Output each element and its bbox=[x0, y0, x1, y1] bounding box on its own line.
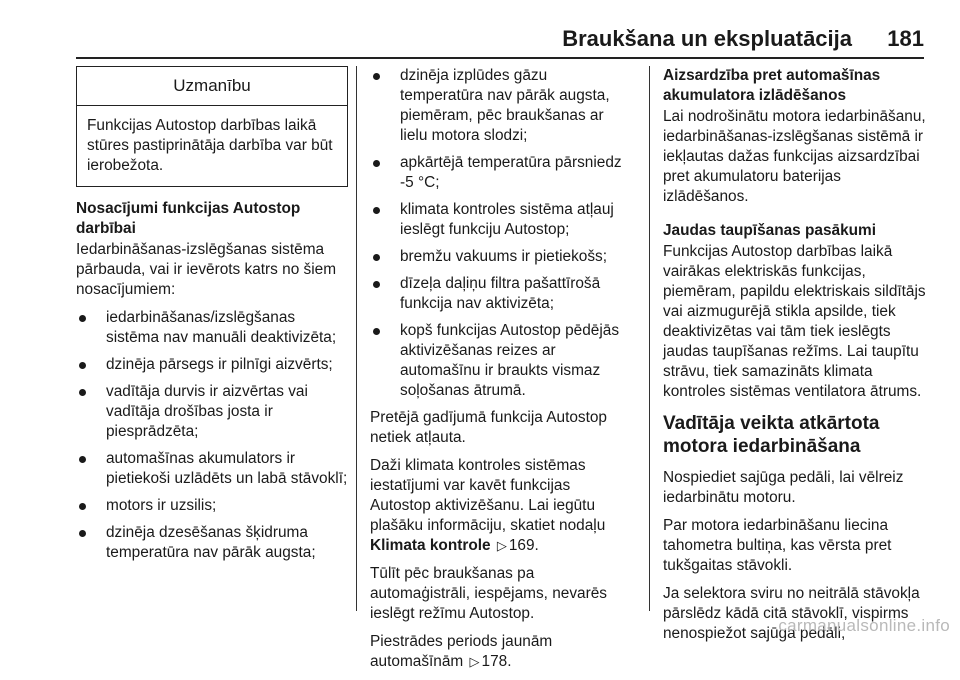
paragraph: Ja selektora sviru no neitrālā stāvokļa pārslēdz kādā citā stāvoklī, vispirms nenospiežot sajūga pedāli, bbox=[663, 585, 920, 642]
caution-text: Funkcijas Autostop darbības laikā stūres pastiprinātāja darbība var būt ierobežota. bbox=[87, 117, 333, 174]
page-reference[interactable]: 178. bbox=[481, 653, 512, 670]
list-item: automašīnas akumulators ir pietiekoši uzlādēts un labā stāvoklī; bbox=[76, 449, 348, 489]
list-item: dzinēja dzesēšanas šķidruma temperatūra nav pārāk augsta; bbox=[76, 523, 348, 563]
column-3 bbox=[663, 66, 929, 652]
section-heading: Aizsardzība pret automašīnas akumulatora izlādēšanos bbox=[663, 67, 881, 104]
page-number: 181 bbox=[887, 26, 924, 51]
paragraph-text: Piestrādes periods jaunām automašīnām bbox=[370, 633, 553, 670]
condition-list-continued bbox=[370, 66, 632, 401]
list-item: motors ir uzsilis; bbox=[76, 496, 348, 516]
header-rule bbox=[76, 57, 924, 59]
list-item: vadītāja durvis ir aizvērtas vai vadītāja drošības josta ir piesprādzēta; bbox=[76, 382, 348, 442]
column-2 bbox=[370, 66, 632, 680]
condition-list bbox=[76, 308, 348, 563]
caution-box bbox=[76, 66, 348, 187]
paragraph: Iedarbināšanas-izslēgšanas sistēma pārbauda, vai ir ievērots katrs no šiem nosacījumiem: bbox=[76, 241, 337, 298]
list-item: kopš funkcijas Autostop pēdējās aktivizēšanas reizes ar automašīnu ir braukts vismaz soļošanas ātrumā. bbox=[370, 321, 632, 401]
column-divider bbox=[649, 66, 650, 611]
list-item: bremžu vakuums ir pietiekošs; bbox=[370, 247, 632, 267]
page-header bbox=[0, 0, 960, 56]
column-1 bbox=[76, 66, 348, 570]
list-item: dzinēja izplūdes gāzu temperatūra nav pārāk augsta, piemēram, pēc braukšanas ar lielu motora slodzi; bbox=[370, 66, 632, 146]
column-divider bbox=[356, 66, 357, 611]
section-title: Vadītāja veikta atkārtota motora iedarbināšana bbox=[663, 413, 880, 457]
list-item: iedarbināšanas/izslēgšanas sistēma nav manuāli deaktivizēta; bbox=[76, 308, 348, 348]
cross-reference-link[interactable]: Klimata kontrole bbox=[370, 537, 491, 554]
list-item: apkārtējā temperatūra pārsniedz -5 °C; bbox=[370, 153, 632, 193]
arrow-right-icon: ▷ bbox=[496, 538, 507, 553]
list-item: dzinēja pārsegs ir pilnīgi aizvērts; bbox=[76, 355, 348, 375]
paragraph bbox=[370, 456, 632, 556]
arrow-right-icon: ▷ bbox=[469, 654, 480, 669]
running-title: Braukšana un ekspluatācija bbox=[562, 26, 852, 51]
paragraph: Lai nodrošinātu motora iedarbināšanu, iedarbināšanas-izslēgšanas sistēmā ir iekļautas dažas funkcijas aizsardzībai pret akumulatoru baterijas izlādēšanos. bbox=[663, 108, 926, 205]
list-item: dīzeļa daļiņu filtra pašattīrošā funkcija nav aktivizēta; bbox=[370, 274, 632, 314]
paragraph: Pretējā gadījumā funkcija Autostop netiek atļauta. bbox=[370, 409, 607, 446]
paragraph-text: Daži klimata kontroles sistēmas iestatījumi var kavēt funkcijas Autostop aktivizēšanu. Lai iegūtu plašāku informāciju, skatiet nodaļu bbox=[370, 457, 606, 534]
paragraph bbox=[370, 632, 632, 672]
paragraph: Funkcijas Autostop darbības laikā vairākas elektriskās funkcijas, piemēram, papildu elektriskais sildītājs vai aizmugurējā stikla apsilde, tiek deaktivizētas vai tām tiek ieslēgts jaudas taupīšanas režīms. Lai taupītu strāvu, tiek samazināts klimata kontroles sistēmas ventilatora ātrums. bbox=[663, 243, 926, 400]
list-item: klimata kontroles sistēma atļauj ieslēgt funkciju Autostop; bbox=[370, 200, 632, 240]
watermark: carmanualsonline.info bbox=[778, 616, 950, 635]
paragraph: Par motora iedarbināšanu liecina tahometra bultiņa, kas vērsta pret tukšgaitas stāvokli. bbox=[663, 517, 892, 574]
caution-title: Uzmanību bbox=[77, 67, 347, 106]
page-reference[interactable]: 169. bbox=[508, 537, 539, 554]
paragraph: Tūlīt pēc braukšanas pa automaģistrāli, iespējams, nevarēs ieslēgt režīmu Autostop. bbox=[370, 565, 607, 622]
paragraph: Nospiediet sajūga pedāli, lai vēlreiz iedarbinātu motoru. bbox=[663, 469, 904, 506]
section-heading: Nosacījumi funkcijas Autostop darbībai bbox=[76, 200, 301, 237]
section-heading: Jaudas taupīšanas pasākumi bbox=[663, 222, 876, 239]
